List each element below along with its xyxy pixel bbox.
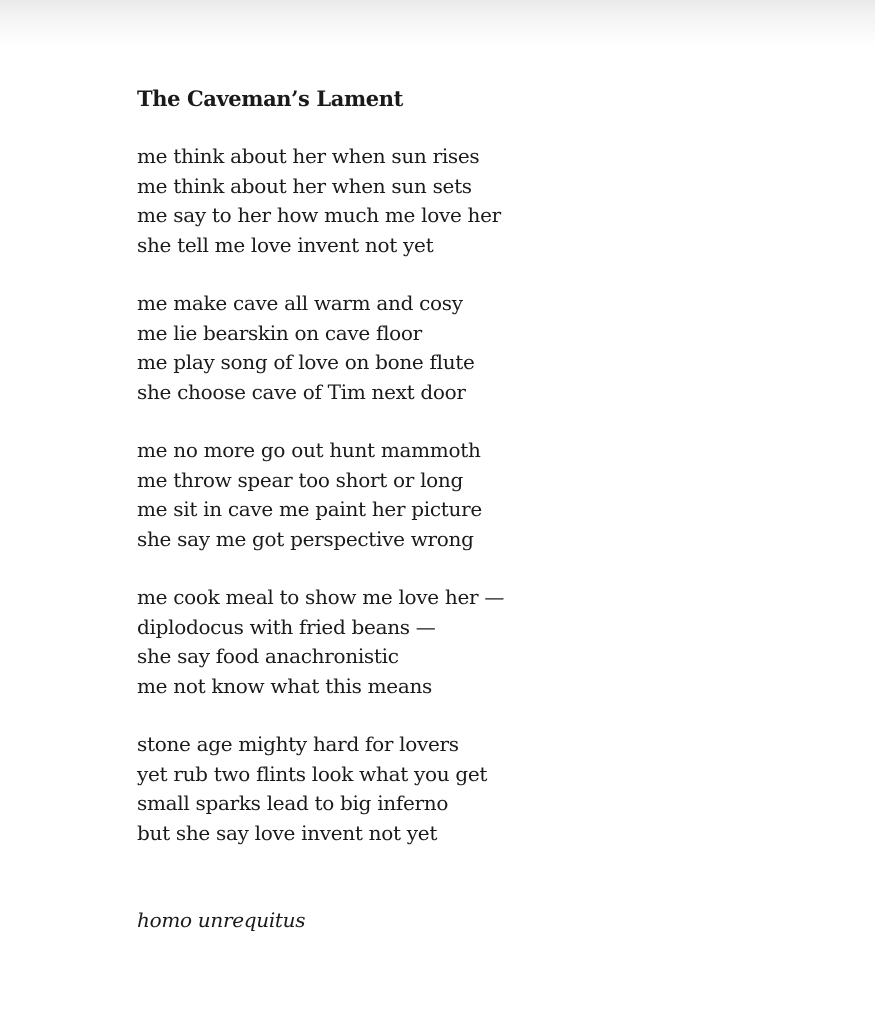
poem-line: me throw spear too short or long — [137, 467, 463, 492]
poem-line: me lie bearskin on cave floor — [137, 320, 422, 345]
top-shadow — [0, 0, 875, 48]
poem-line: she choose cave of Tim next door — [137, 379, 466, 404]
poem-line: stone age mighty hard for lovers — [137, 732, 459, 756]
poem-signature: homo unrequitus — [137, 908, 306, 932]
poem-line: she say food anachronistic — [137, 644, 399, 668]
poem-line: small sparks lead to big inferno — [137, 791, 449, 815]
poem-line: diplodocus with fried beans — — [137, 614, 436, 639]
poem-line: me cook meal to show me love her — — [137, 585, 505, 609]
poem-line: me say to her how much me love her — [137, 203, 501, 227]
poem-line: she say me got perspective wrong — [137, 526, 474, 551]
poem-line: me play song of love on bone flute — [137, 350, 475, 374]
poem-line: me sit in cave me paint her picture — [137, 497, 482, 521]
poem-line: me not know what this means — [137, 673, 433, 698]
poem-body — [137, 84, 837, 877]
poem-title: The Caveman’s Lament — [137, 86, 403, 111]
stanza-4 — [137, 583, 837, 701]
stanza-1 — [137, 142, 837, 260]
poem-line: she tell me love invent not yet — [137, 232, 434, 257]
poem-line: yet rub two flints look what you get — [137, 761, 488, 786]
poem-line: me think about her when sun sets — [137, 173, 472, 198]
poem-line: but she say love invent not yet — [137, 820, 438, 845]
stanza-5 — [137, 730, 837, 848]
stanza-3 — [137, 436, 837, 554]
poem-line: me no more go out hunt mammoth — [137, 438, 481, 462]
stanza-2 — [137, 289, 837, 407]
poem-line: me think about her when sun rises — [137, 144, 480, 168]
poem-line: me make cave all warm and cosy — [137, 291, 463, 315]
